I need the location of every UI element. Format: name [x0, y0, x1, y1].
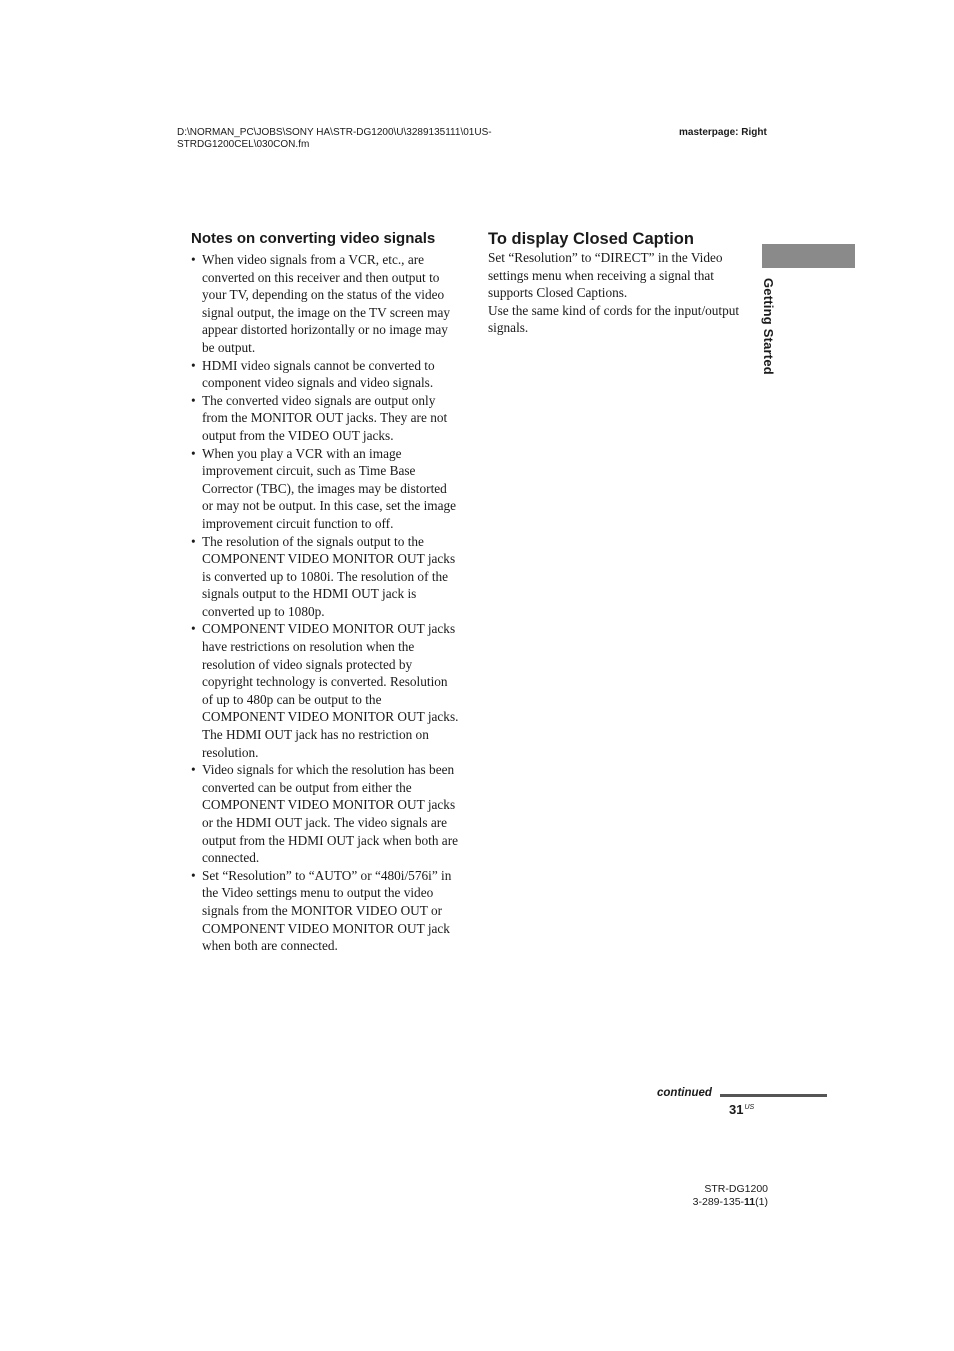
notes-section	[191, 229, 461, 955]
bullet-icon: •	[191, 445, 196, 461]
closed-caption-paragraph-1: Set “Resolution” to “DIRECT” in the Video settings menu when receiving a signal that supports Closed Captions.	[488, 250, 723, 301]
section-tab-text: Getting Started	[761, 278, 776, 375]
page-number-suffix: US	[744, 1103, 755, 1111]
bullet-icon: •	[191, 533, 196, 549]
list-item: • Set “Resolution” to “AUTO” or “480i/576i” in the Video settings menu to output the video signals from the MONITOR VIDEO OUT or COMPONENT VIDEO MONITOR OUT jack when both are connected.	[191, 867, 452, 954]
list-item: • COMPONENT VIDEO MONITOR OUT jacks have restrictions on resolution when the resolution of video signals protected by copyright technology is converted. Resolution of up to 480p can be output to the COMPONENT VIDEO MONITOR OUT jacks. The HDMI OUT jack has no restriction on resolution.	[191, 621, 459, 760]
masterpage-label: masterpage: Right	[679, 127, 767, 138]
bullet-icon: •	[191, 252, 196, 267]
section-tab-marker	[762, 244, 855, 268]
bullet-icon: •	[191, 357, 196, 373]
closed-caption-heading: To display Closed Caption	[488, 230, 694, 248]
list-item: • When you play a VCR with an image improvement circuit, such as Time Base Corrector (TBC), the images may be distorted or may not be output. In this case, set the image improvement circuit function to off.	[191, 445, 457, 531]
list-item: • The resolution of the signals output to the COMPONENT VIDEO MONITOR OUT jacks is converted up to 1080i. The resolution of the signals output to the HDMI OUT jack is converted up to 1080p.	[191, 533, 456, 619]
file-path-line-2: STRDG1200CEL\030CON.fm	[177, 139, 310, 150]
part-number: 3-289-135-11(1)	[692, 1195, 768, 1208]
model-name: STR-DG1200	[704, 1183, 768, 1195]
bullet-icon: •	[191, 392, 196, 408]
page-number	[729, 1102, 754, 1117]
bullet-icon: •	[191, 867, 196, 883]
continued-label: continued	[657, 1087, 712, 1099]
model-info	[660, 1183, 768, 1208]
notes-list	[191, 251, 461, 955]
list-item: • HDMI video signals cannot be converted to component video signals and video signals.	[191, 357, 435, 391]
closed-caption-paragraph-2: Use the same kind of cords for the input/output signals.	[488, 302, 740, 336]
bullet-icon: •	[191, 762, 196, 778]
bullet-icon: •	[191, 621, 196, 637]
file-path	[177, 127, 492, 151]
list-item: • When video signals from a VCR, etc., are converted on this receiver and then output to your TV, depending on the status of the video signal output, the image on the TV screen may appear distorted horizontally or no image may be output.	[191, 252, 451, 355]
notes-heading: Notes on converting video signals	[191, 230, 436, 247]
section-tab-label	[761, 278, 791, 398]
file-path-line-1: D:\NORMAN_PC\JOBS\SONY HA\STR-DG1200\U\3289135111\01US-	[177, 127, 492, 138]
list-item: • Video signals for which the resolution has been converted can be output from either the COMPONENT VIDEO MONITOR OUT jacks or the HDMI OUT jack. The video signals are output from the HDMI OUT jack when both are connected.	[191, 762, 459, 866]
closed-caption-section	[488, 229, 756, 337]
continued-rule	[720, 1094, 827, 1097]
page-number-value: 31	[729, 1102, 744, 1117]
list-item: • The converted video signals are output only from the MONITOR OUT jacks. They are not output from the VIDEO OUT jacks.	[191, 392, 448, 443]
